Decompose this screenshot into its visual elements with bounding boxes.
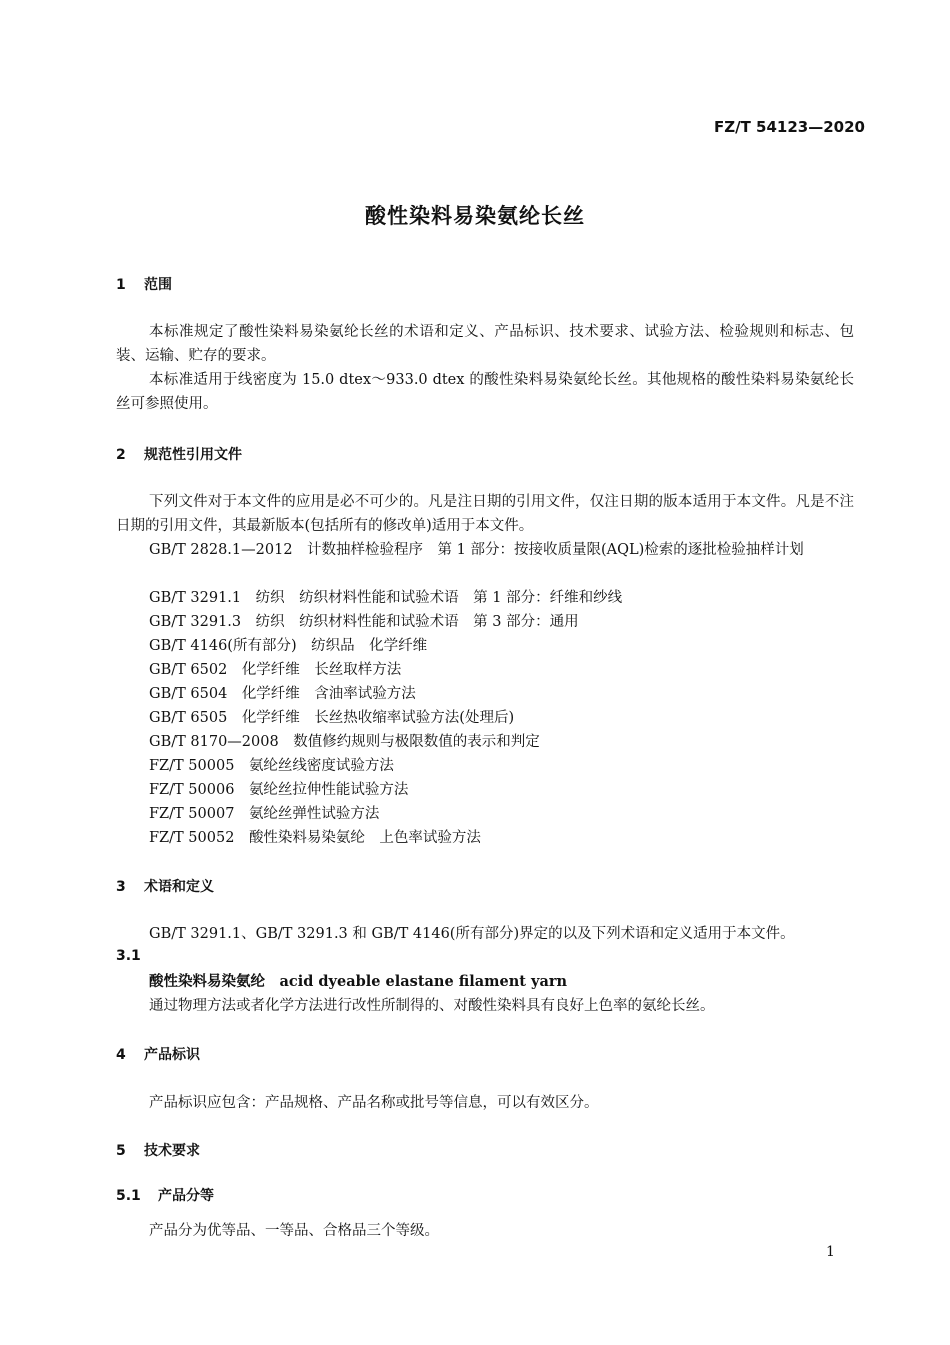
reference-item (149, 802, 379, 826)
subsection-3-1-number: 3.1 (116, 948, 141, 964)
section-5-1-paragraph: 产品分为优等品、一等品、合格品三个等级。 (149, 1223, 439, 1239)
section-number: 2 (116, 447, 126, 463)
reference-item (149, 586, 622, 610)
reference-code: GB/T 6505 (149, 710, 228, 726)
reference-code: GB/T 6502 (149, 662, 228, 678)
term-definition: 通过物理方法或者化学方法进行改性所制得的、对酸性染料具有良好上色率的氨纶长丝。 (149, 998, 715, 1014)
section-1-heading (116, 274, 172, 294)
section-title: 规范性引用文件 (144, 447, 242, 463)
reference-code: FZ/T 50007 (149, 806, 235, 822)
reference-code: GB/T 3291.1 (149, 590, 242, 606)
section-5-heading (116, 1140, 200, 1160)
section-2-heading (116, 444, 242, 464)
section-number: 5 (116, 1143, 126, 1159)
reference-code: FZ/T 50006 (149, 782, 235, 798)
reference-code: GB/T 4146(所有部分) (149, 638, 297, 654)
term-entry (149, 970, 567, 991)
reference-title: 氨纶丝拉伸性能试验方法 (248, 782, 409, 798)
reference-item (149, 730, 540, 754)
reference-title: 计数抽样检验程序 第 1 部分：按接收质量限(AQL)检索的逐批检验抽样计划 (307, 542, 804, 558)
reference-code: GB/T 6504 (149, 686, 228, 702)
section-3-heading (116, 876, 214, 896)
reference-title: 纺织 纺织材料性能和试验术语 第 3 部分：通用 (255, 614, 579, 630)
reference-title: 纺织 纺织材料性能和试验术语 第 1 部分：纤维和纱线 (255, 590, 623, 606)
section-1-paragraph-1: 本标准规定了酸性染料易染氨纶长丝的术语和定义、产品标识、技术要求、试验方法、检验规则和标志、包装、运输、贮存的要求。 (116, 324, 854, 364)
term-chinese: 酸性染料易染氨纶 (149, 974, 265, 990)
section-2-intro: 下列文件对于本文件的应用是必不可少的。凡是注日期的引用文件，仅注日期的版本适用于本文件。凡是不注日期的引用文件，其最新版本(包括所有的修改单)适用于本文件。 (116, 494, 854, 534)
reference-title: 数值修约规则与极限数值的表示和判定 (293, 734, 540, 750)
section-title: 技术要求 (144, 1143, 200, 1159)
document-title: 酸性染料易染氨纶长丝 (365, 204, 585, 228)
page-number: 1 (826, 1244, 835, 1260)
reference-code: GB/T 2828.1—2012 (149, 542, 293, 558)
subsection-title: 产品分等 (158, 1188, 214, 1204)
subsection-number: 5.1 (116, 1188, 141, 1204)
reference-title: 化学纤维 长丝取样方法 (241, 662, 402, 678)
reference-title: 氨纶丝弹性试验方法 (248, 806, 380, 822)
reference-item (116, 538, 854, 562)
reference-code: GB/T 3291.3 (149, 614, 242, 630)
reference-item (149, 706, 514, 730)
reference-title: 酸性染料易染氨纶 上色率试验方法 (248, 830, 481, 846)
section-4-paragraph: 产品标识应包含：产品规格、产品名称或批号等信息，可以有效区分。 (149, 1095, 599, 1111)
reference-title: 氨纶丝线密度试验方法 (248, 758, 394, 774)
section-title: 产品标识 (144, 1047, 200, 1063)
reference-code: FZ/T 50052 (149, 830, 235, 846)
section-title: 范围 (144, 277, 172, 293)
section-3-intro: GB/T 3291.1、GB/T 3291.3 和 GB/T 4146(所有部分)界定的以及下列术语和定义适用于本文件。 (149, 926, 795, 942)
reference-item (149, 754, 394, 778)
reference-item (149, 658, 401, 682)
reference-title: 化学纤维 长丝热收缩率试验方法(处理后) (241, 710, 515, 726)
section-number: 4 (116, 1047, 126, 1063)
subsection-5-1-heading (116, 1185, 214, 1205)
section-number: 3 (116, 879, 126, 895)
section-number: 1 (116, 277, 126, 293)
section-4-heading (116, 1044, 200, 1064)
reference-item (149, 610, 579, 634)
reference-code: FZ/T 50005 (149, 758, 235, 774)
reference-item (149, 682, 416, 706)
reference-item (149, 634, 427, 658)
reference-code: GB/T 8170—2008 (149, 734, 279, 750)
reference-item (149, 778, 408, 802)
section-title: 术语和定义 (144, 879, 214, 895)
section-1-paragraph-2: 本标准适用于线密度为 15.0 dtex～933.0 dtex 的酸性染料易染氨纶长丝。其他规格的酸性染料易染氨纶长丝可参照使用。 (116, 372, 854, 412)
document-code: FZ/T 54123—2020 (714, 118, 865, 136)
reference-item (149, 826, 481, 850)
reference-title: 化学纤维 含油率试验方法 (241, 686, 416, 702)
reference-title: 纺织品 化学纤维 (311, 638, 428, 654)
term-english: acid dyeable elastane filament yarn (279, 973, 568, 990)
